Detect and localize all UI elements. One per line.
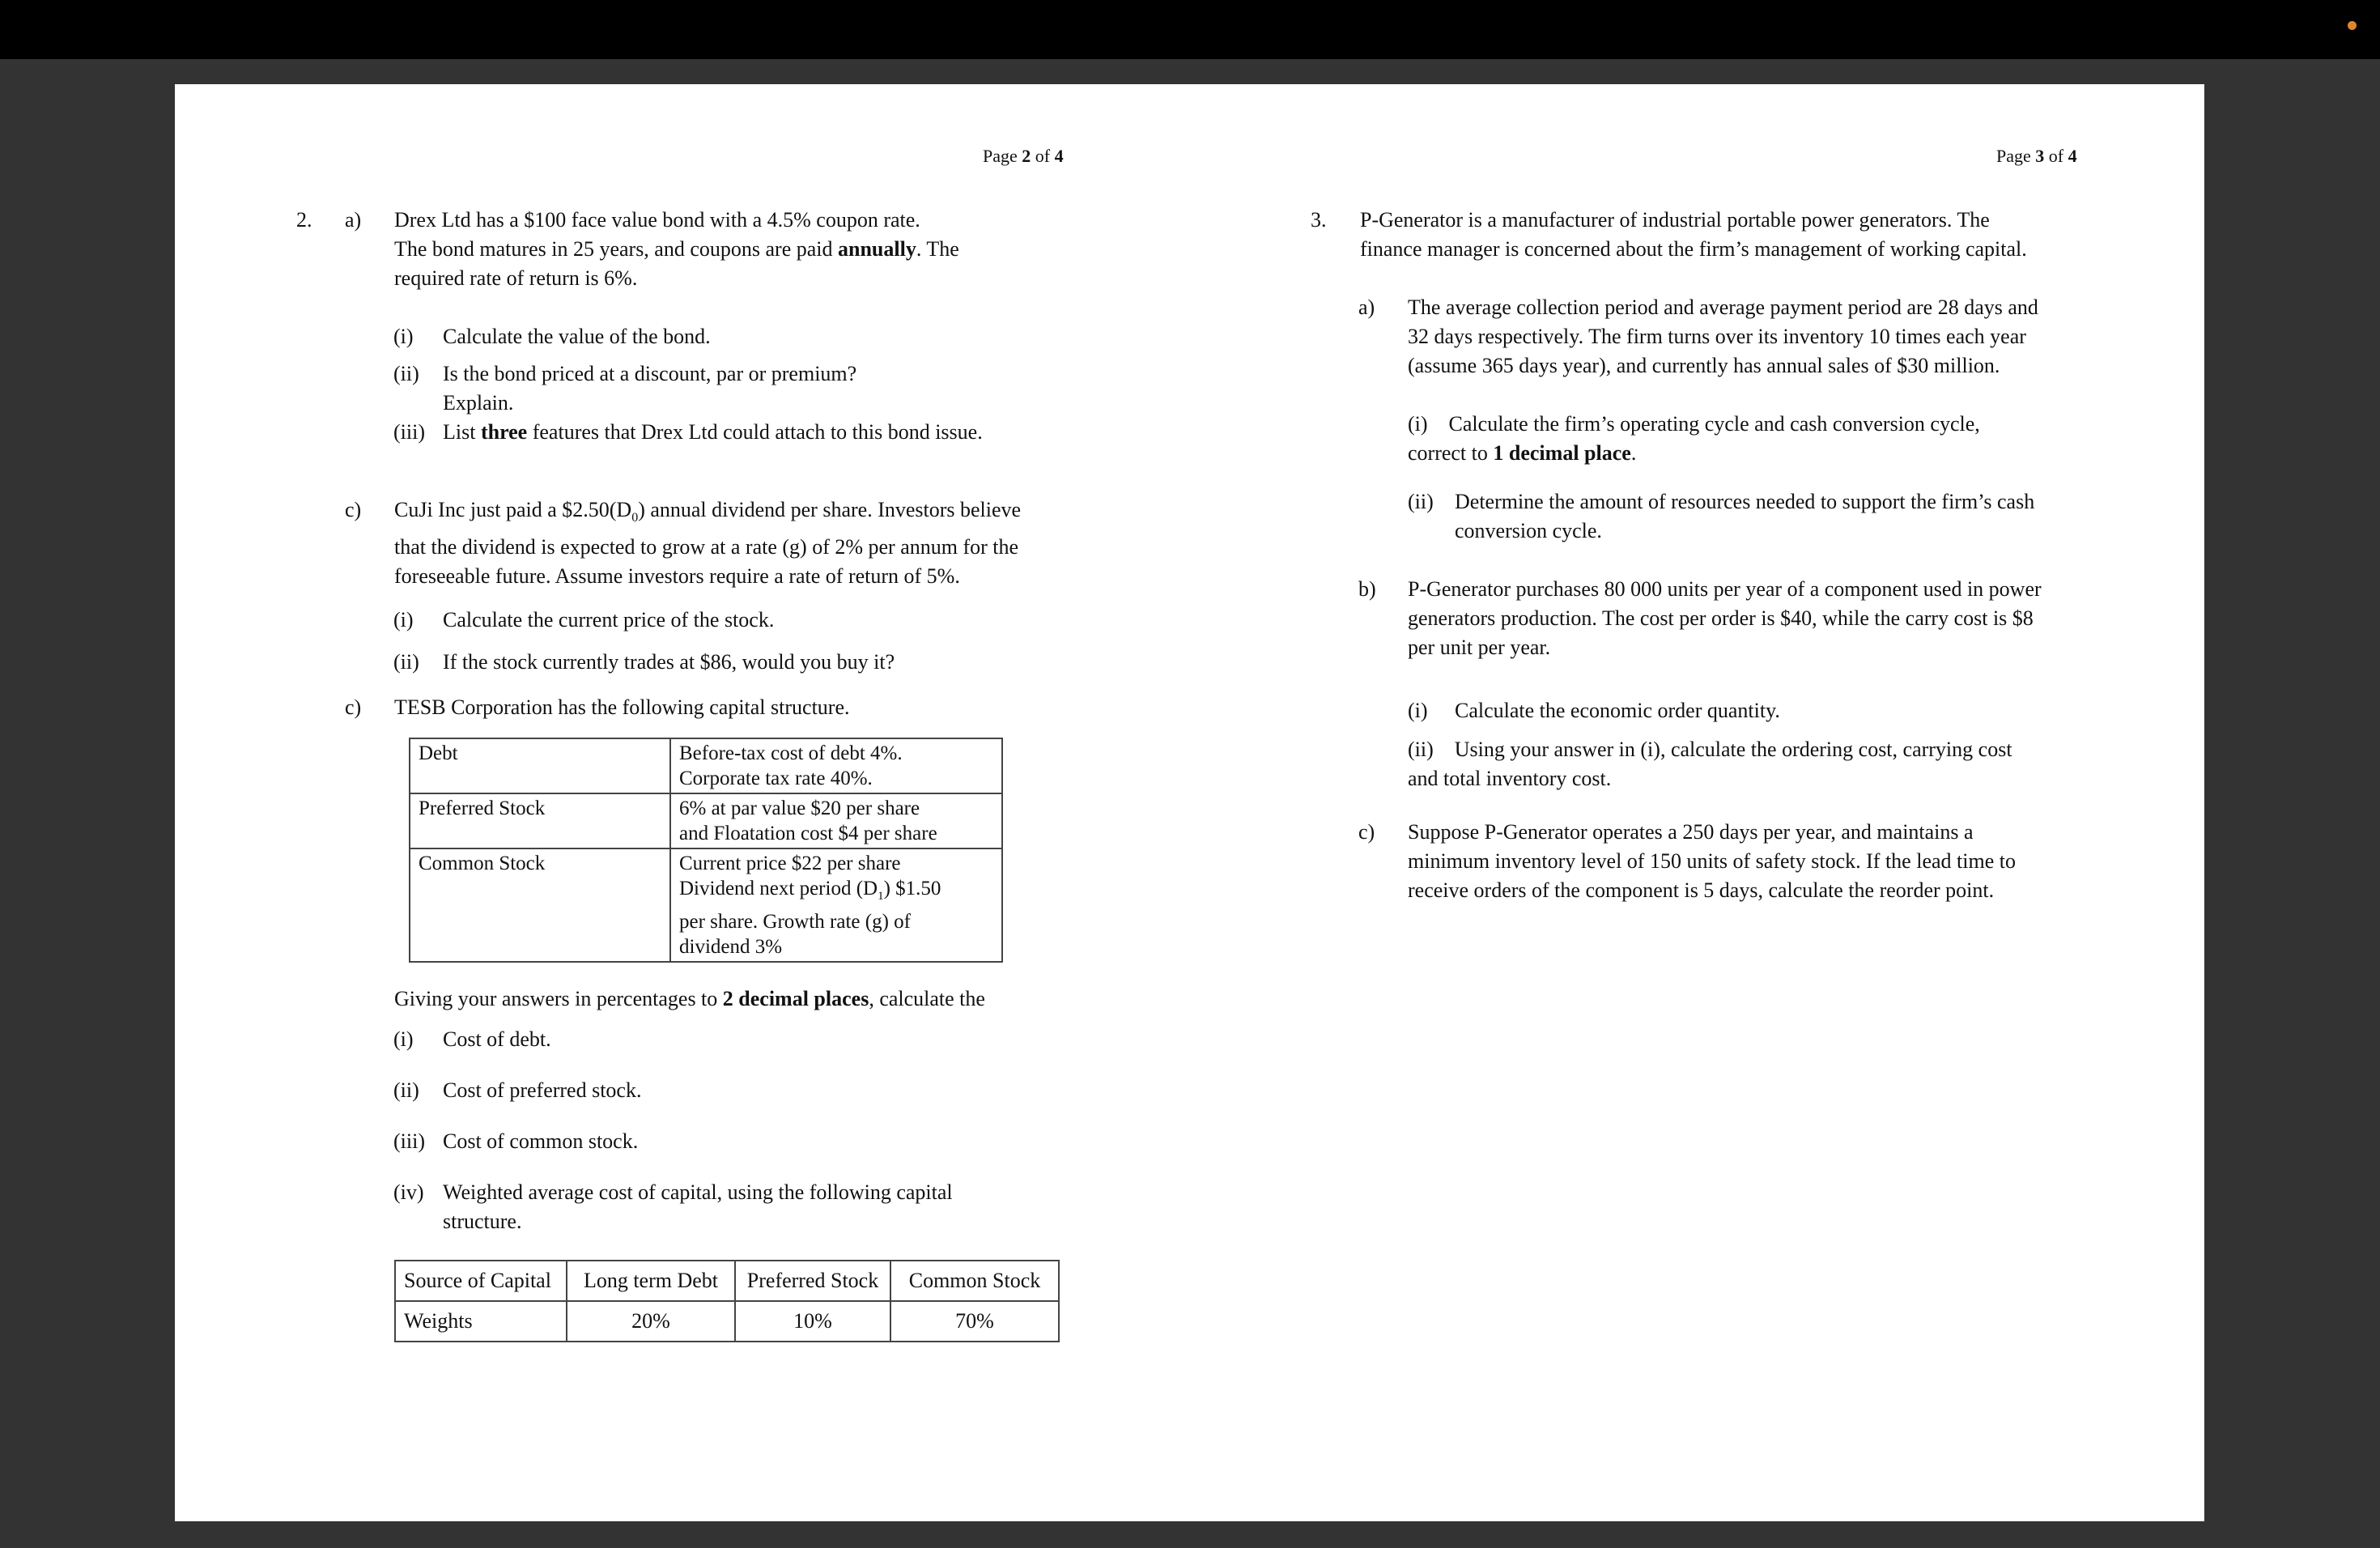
question-number: 3. [1311,208,1327,232]
table-cell: 20% [567,1301,735,1342]
page-header-right: Page 3 of 4 [1996,146,2077,166]
table-cell: 70% [890,1301,1059,1342]
table-header-row [395,1261,1059,1301]
subpart-text: (ii) Using your answer in (i), calculate the ordering cost, carrying cost and total inventory cost. [1408,738,2012,790]
part-label: c) [1358,820,1375,844]
subpart-label: (i) [393,325,414,348]
table-row [410,793,1002,848]
table-row [410,848,1002,962]
table-row [410,738,1002,793]
subpart-text: Is the bond priced at a discount, par or premium? Explain. [443,362,857,415]
subpart-text: Calculate the economic order quantity. [1455,699,1780,722]
table-cell: 10% [735,1301,890,1342]
instructions: Giving your answers in percentages to 2 decimal places, calculate the [394,987,985,1010]
subpart-text: Cost of preferred stock. [443,1078,642,1102]
part-label: a) [1358,296,1375,319]
table-cell: Before-tax cost of debt 4%. Corporate tax rate 40%. [670,738,1002,793]
status-dot-icon [2348,21,2357,30]
question-2b-text: CuJi Inc just paid a $\$2.50(D_0)$ annual dividend per share. Investors believe that the dividend is expected to grow at a rate (g) of 2% per annum for the foreseeable future. Assume investors require a rate of return of 5%. [394,498,1022,589]
subpart-label: (iii) [393,420,425,444]
subpart-text: Calculate the current price of the stock. [443,608,775,632]
subpart-text: List three features that Drex Ltd could attach to this bond issue. [443,420,983,444]
table-header-cell: Preferred Stock [735,1261,890,1301]
part-label: c) [345,498,362,521]
question-3a-text: The average collection period and average payment period are 28 days and 32 days respectively. The firm turns over its inventory 10 times each year (assume 365 days year), and currently has annual sales of $30 million. [1408,296,2038,377]
question-2a-text: Drex Ltd has a $100 face value bond with a 4.5% coupon rate. The bond matures in 25 years, and coupons are paid annually. The required rate of return is 6%. [394,208,959,290]
top-bar [0,0,2380,59]
subpart-label: (i) [1408,412,1428,436]
table-cell: Debt [410,738,670,793]
subpart-label: (ii) [1408,738,1434,761]
question-3-intro: P-Generator is a manufacturer of industrial portable power generators. The finance manager is concerned about the firm’s management of working capital. [1360,208,2027,261]
question-number: 2. [296,208,312,232]
table-cell: Preferred Stock [410,793,670,848]
subpart-text: Determine the amount of resources needed to support the firm’s cash conversion cycle. [1455,490,2035,542]
question-3b-text: P-Generator purchases 80 000 units per year of a component used in power generators production. The cost per order is $40, while the carry cost is $8 per unit per year. [1408,577,2042,659]
part-label: c) [345,695,362,719]
question-2c-intro: TESB Corporation has the following capital structure. [394,695,850,719]
table-row [395,1301,1059,1342]
subpart-text: Calculate the value of the bond. [443,325,711,348]
subpart-text: Weighted average cost of capital, using the following capital structure. [443,1180,953,1233]
table-cell: Current price $22 per share Dividend next period $(D_1)$ $1.50 per share. Growth rate (g) of dividend 3% [670,848,1002,962]
table-header-cell: Common Stock [890,1261,1059,1301]
question-3c-text: Suppose P-Generator operates a 250 days per year, and maintains a minimum inventory level of 150 units of safety stock. If the lead time to receive orders of the component is 5 days, calculate the reorder point. [1408,820,2016,902]
subpart-text: Cost of debt. [443,1027,551,1051]
capital-structure-table [409,738,1003,963]
subpart-label: (iii) [393,1129,425,1153]
subpart-text: If the stock currently trades at $86, would you buy it? [443,650,895,674]
part-label: b) [1358,577,1376,601]
document-spread [175,84,2204,1521]
subpart-label: (ii) [1408,490,1434,513]
subpart-label: (iv) [393,1180,424,1204]
page-header-left: Page 2 of 4 [983,146,1064,166]
subpart-text: (i) Calculate the firm’s operating cycle and cash conversion cycle, correct to 1 decimal place. [1408,412,1980,465]
subpart-label: (i) [1408,699,1428,722]
table-header-cell: Source of Capital [395,1261,567,1301]
subpart-label: (i) [393,1027,414,1051]
table-cell: Common Stock [410,848,670,962]
subpart-label: (ii) [393,650,419,674]
table-cell: 6% at par value $20 per share and Floatation cost $4 per share [670,793,1002,848]
table-cell: Weights [395,1301,567,1342]
subpart-text: Cost of common stock. [443,1129,639,1153]
weights-table [394,1260,1060,1342]
subpart-label: (ii) [393,362,419,385]
part-label: a) [345,208,362,232]
subpart-label: (i) [393,608,414,632]
subpart-label: (ii) [393,1078,419,1102]
table-header-cell: Long term Debt [567,1261,735,1301]
